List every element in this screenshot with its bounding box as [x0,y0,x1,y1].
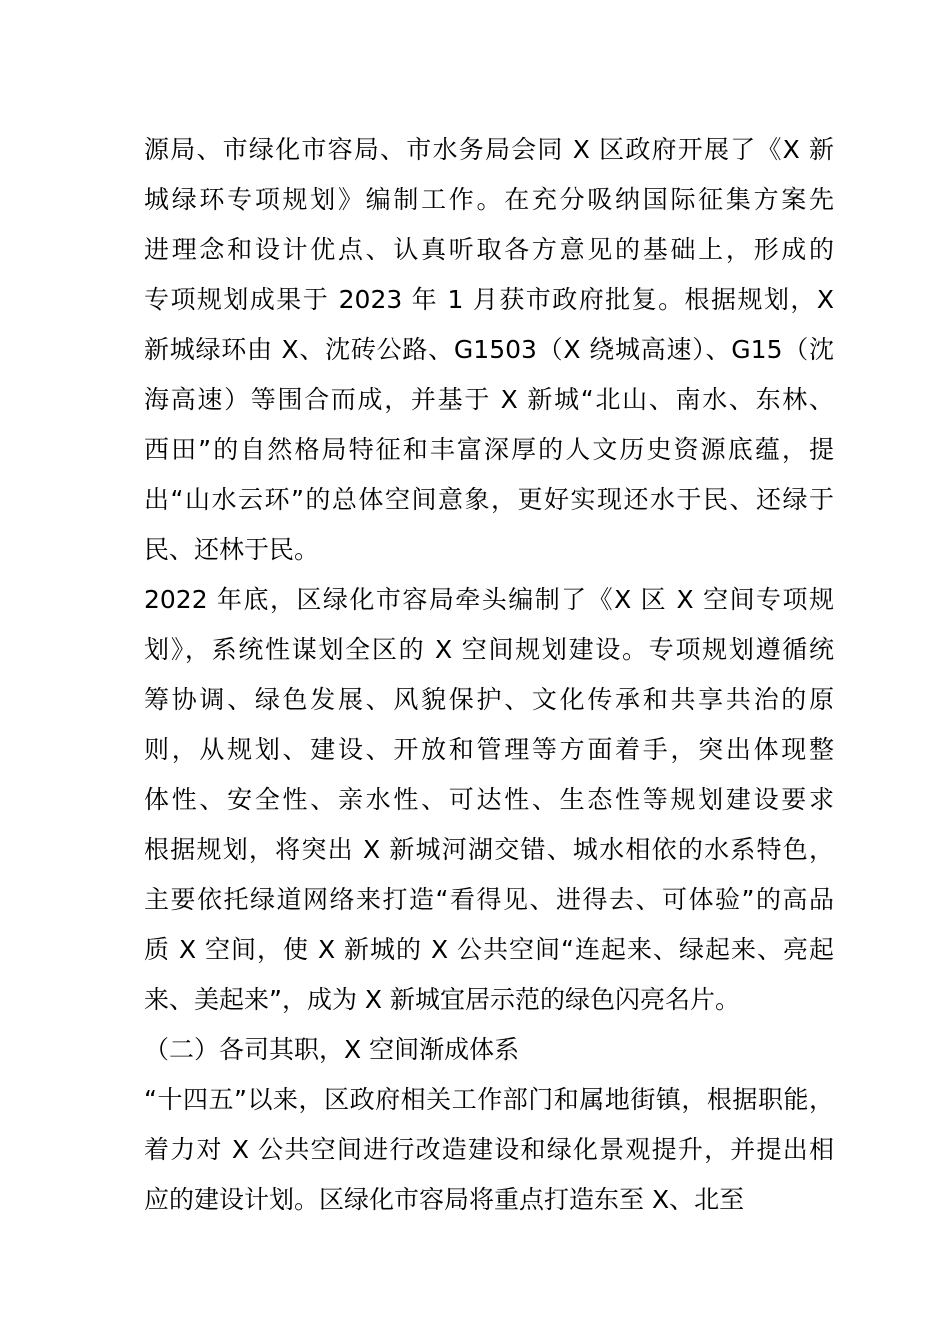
text-line: 着力对 X 公共空间进行改造建设和绿化景观提升，并提出相 [144,1135,834,1164]
text-line: 民、还林于民。 [144,535,320,564]
body-text [144,125,834,1225]
text-line: 进理念和设计优点、认真听取各方意见的基础上，形成的 [144,235,834,264]
text-line: 城绿环专项规划》编制工作。在充分吸纳国际征集方案先 [144,185,834,214]
text-line: 来、美起来”，成为 X 新城宜居示范的绿色闪亮名片。 [144,985,740,1014]
text-line: 出“山水云环”的总体空间意象，更好实现还水于民、还绿于 [144,485,834,514]
text-line: 应的建设计划。区绿化市容局将重点打造东至 X、北至 [144,1185,745,1214]
text-line: 专项规划成果于 2023 年 1 月获市政府批复。根据规划，X [144,285,834,314]
text-line: 2022 年底，区绿化市容局牵头编制了《X 区 X 空间专项规 [144,585,834,614]
text-line: 则，从规划、建设、开放和管理等方面着手，突出体现整 [144,735,834,764]
text-line: 海高速）等围合而成，并基于 X 新城“北山、南水、东林、 [144,385,834,414]
text-line: 源局、市绿化市容局、市水务局会同 X 区政府开展了《X 新 [144,135,834,164]
text-line: 主要依托绿道网络来打造“看得见、进得去、可体验”的高品 [144,885,834,914]
text-line: 体性、安全性、亲水性、可达性、生态性等规划建设要求 [144,785,834,814]
text-line: 质 X 空间，使 X 新城的 X 公共空间“连起来、绿起来、亮起 [144,935,834,964]
text-line: 筹协调、绿色发展、风貌保护、文化传承和共享共治的原 [144,685,834,714]
text-line: 西田”的自然格局特征和丰富深厚的人文历史资源底蕴，提 [144,435,834,464]
text-line: 根据规划，将突出 X 新城河湖交错、城水相依的水系特色， [144,835,834,864]
text-line: 新城绿环由 X、沈砖公路、G1503（X 绕城高速）、G15（沈 [144,335,834,364]
section-heading: （二）各司其职，X 空间渐成体系 [144,1035,520,1064]
text-line: “十四五”以来，区政府相关工作部门和属地街镇，根据职能， [144,1085,834,1114]
text-line: 划》，系统性谋划全区的 X 空间规划建设。专项规划遵循统 [144,635,834,664]
